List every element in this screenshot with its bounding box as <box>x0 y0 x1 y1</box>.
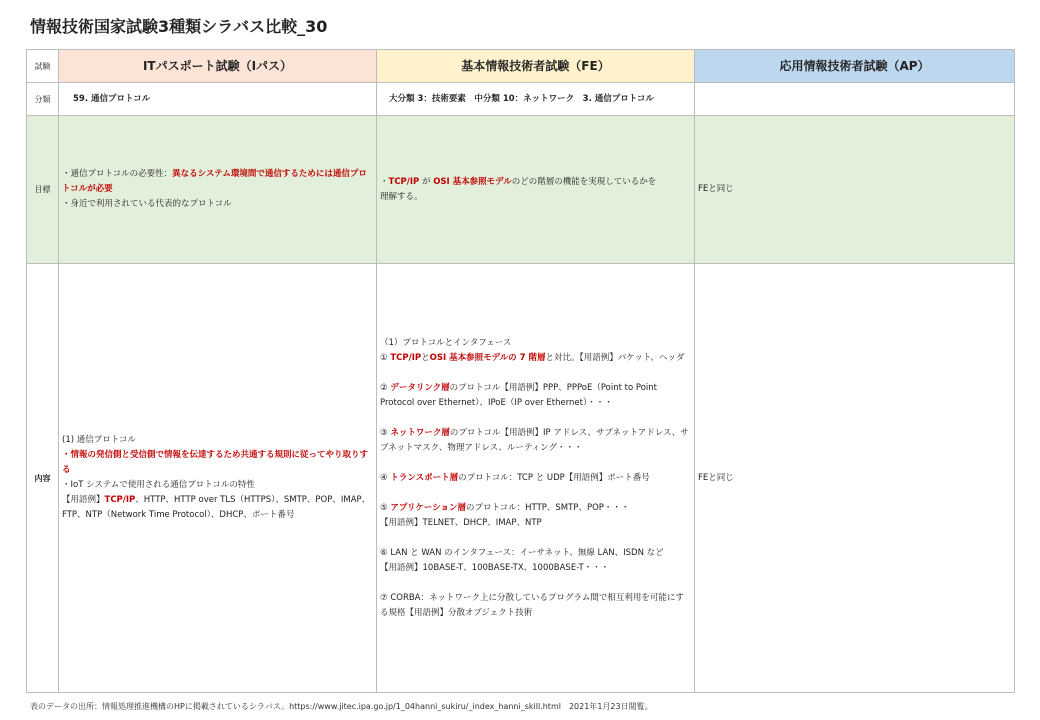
content-ip-term-label: 【用語例】 <box>62 495 105 505</box>
content-fe-p2 <box>380 381 691 411</box>
goal-ip-text: ・通信プロトコルの必要性： <box>62 169 173 179</box>
page-title: 情報技術国家試験3種類シラバス比較_30 <box>30 17 328 36</box>
content-fe-p6: ⑥ LAN と WAN のインタフェース：イーサネット、無線 LAN、ISDN など <box>380 547 664 558</box>
goal-ip-line-2: ・身近で利用されている代表的なプロトコル <box>62 199 232 209</box>
spacer <box>380 486 691 501</box>
p5-num: ⑤ <box>380 502 391 513</box>
syllabus-table <box>26 49 1015 693</box>
goal-fe-bullet: ・ <box>380 176 389 187</box>
p4-num: ④ <box>380 472 391 483</box>
content-fe-p1 <box>380 351 691 366</box>
p2-rest: のプロトコル【用語例】PPP、PPPoE（Point to Point Protocol over Ethernet）、IPoE（IP over Ethernet）・・・ <box>380 382 658 408</box>
goal-fe-rest: のどの階層の機能を実現しているかを理解する。 <box>380 176 657 202</box>
goal-row <box>27 116 1015 264</box>
content-fe-p3 <box>380 426 691 456</box>
p4-rest: のプロトコル：TCP と UDP【用語例】ポート番号 <box>458 472 650 483</box>
content-row-label: 内容 <box>27 264 59 693</box>
goal-fe-particle: が <box>419 176 434 187</box>
content-fe-p7: ⑦ CORBA：ネットワーク上に分散しているプログラム間で相互利用を可能にする規格【用語例】分散オブジェクト技術 <box>380 592 684 618</box>
p3-num: ③ <box>380 427 391 438</box>
p2-num: ② <box>380 382 391 393</box>
p1-rest: と対比。【用語例】パケット、ヘッダ <box>545 352 685 363</box>
p1-and: と <box>421 352 430 363</box>
spacer <box>380 531 691 546</box>
content-ip-tcpip: TCP/IP <box>104 495 136 505</box>
content-ip-line-1: (1) 通信プロトコル <box>62 435 136 445</box>
content-fe-p0: （1）プロトコルとインタフェース <box>380 337 512 348</box>
p5-layer: アプリケーション層 <box>390 502 466 513</box>
content-ip-line-2: ・情報の発信側と受信側で情報を伝達するため共通する規則に従ってやり取りする <box>62 450 369 475</box>
content-ip-line-4 <box>62 493 373 523</box>
goal-ip-emphasis: 異なるシステム環境間で通信するためには通信プロトコルが必要 <box>62 169 367 194</box>
content-ap[interactable]: FEと同じ <box>695 264 1015 693</box>
goal-fe-tcpip: TCP/IP <box>388 176 420 187</box>
content-row <box>27 264 1015 693</box>
category-fe[interactable]: 大分類 3：技術要素 中分類 10：ネットワーク 3. 通信プロトコル <box>377 83 695 116</box>
spacer <box>380 366 691 381</box>
p5-rest: のプロトコル：HTTP、SMTP、POP・・・ <box>465 502 630 513</box>
p2-layer: データリンク層 <box>390 382 450 393</box>
content-fe[interactable] <box>377 264 695 693</box>
content-ip[interactable] <box>59 264 377 693</box>
category-row-label: 分類 <box>27 83 59 116</box>
goal-fe-text <box>380 175 691 205</box>
p3-layer: ネットワーク層 <box>390 427 450 438</box>
spacer <box>380 456 691 471</box>
header-row-label: 試験 <box>27 50 59 83</box>
source-footnote: 表のデータの出所：情報処理推進機構のHPに掲載されているシラバス。https://www.jitec.ipa.go.jp/1_04hanni_sukiru/_index_hanni_skill.html 2021年1月23日閲覧。 <box>30 702 653 711</box>
category-ap[interactable] <box>695 83 1015 116</box>
p1-tcpip: TCP/IP <box>390 352 422 363</box>
goal-row-label: 目標 <box>27 116 59 264</box>
category-ip[interactable]: 59. 通信プロトコル <box>59 83 377 116</box>
content-fe-p5-terms: 【用語例】TELNET、DHCP、IMAP、NTP <box>380 517 542 528</box>
p4-layer: トランスポート層 <box>390 472 459 483</box>
goal-ip[interactable] <box>59 116 377 264</box>
goal-ip-line-1 <box>62 167 373 197</box>
spacer <box>380 411 691 426</box>
goal-ap[interactable]: FEと同じ <box>695 116 1015 264</box>
p3-rest: のプロトコル【用語例】IP アドレス、サブネットアドレス、サブネットマスク、物理アドレス、ルーティング・・・ <box>380 427 689 453</box>
header-fe[interactable]: 基本情報技術者試験（FE） <box>377 50 695 83</box>
goal-fe-osi: OSI 基本参照モデル <box>433 176 512 187</box>
p1-osi: OSI 基本参照モデルの 7 階層 <box>429 352 546 363</box>
header-row <box>27 50 1015 83</box>
header-ip[interactable]: ITパスポート試験（Iパス） <box>59 50 377 83</box>
header-ap[interactable]: 応用情報技術者試験（AP） <box>695 50 1015 83</box>
content-fe-p5 <box>380 501 691 516</box>
content-ip-terms: 、HTTP、HTTP over TLS（HTTPS）、SMTP、POP、IMAP、FTP、NTP（Network Time Protocol）、DHCP、ポート番号 <box>62 495 371 520</box>
content-ip-line-3: ・IoT システムで使用される通信プロトコルの特性 <box>62 480 255 490</box>
category-row <box>27 83 1015 116</box>
content-fe-p4 <box>380 471 691 486</box>
p1-num: ① <box>380 352 391 363</box>
content-fe-p6-terms: 【用語例】10BASE-T、100BASE-TX、1000BASE-T・・・ <box>380 562 610 573</box>
goal-fe[interactable] <box>377 116 695 264</box>
spacer <box>380 576 691 591</box>
